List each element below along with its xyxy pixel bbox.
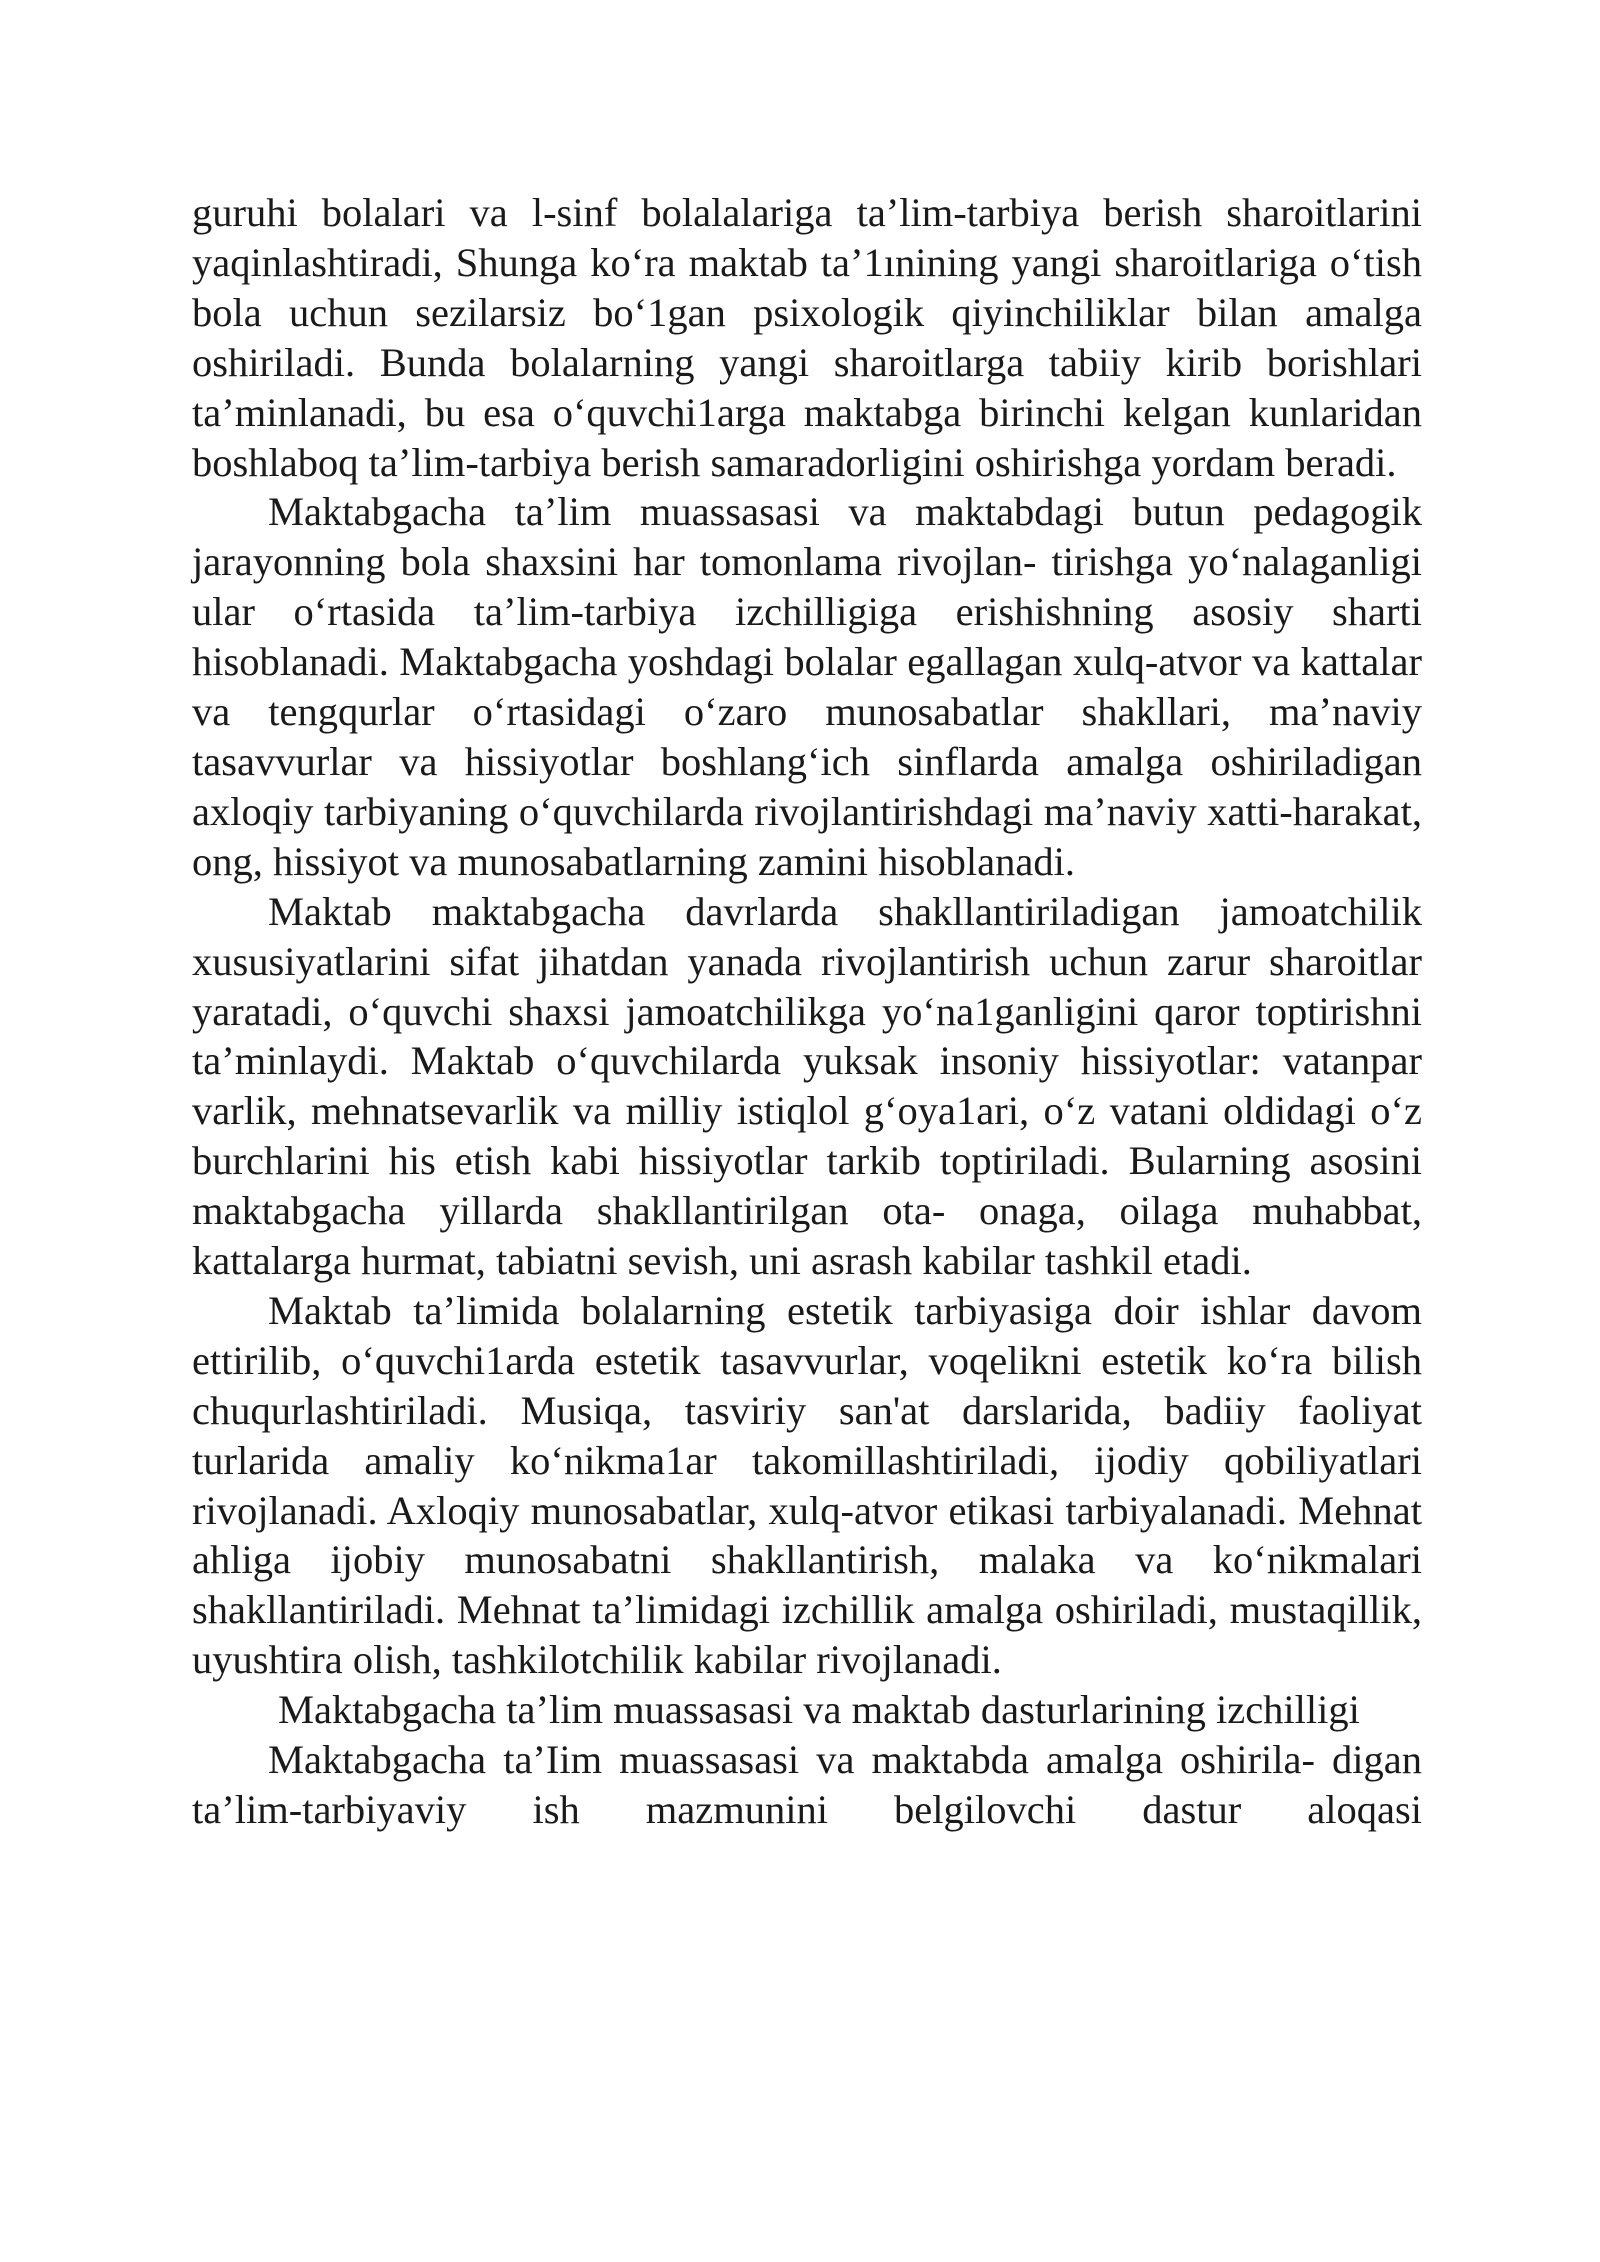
- paragraph-aesthetic-education: Maktab ta’limida bolalarning estetik tarbiyasiga doir ishlar davom ettirilib, o‘quvchi1arda estetik tasavvurlar, voqelikni estetik ko‘ra bilish chuqurlashtiriladi. Musiqa, tasviriy san'at darslarida, badiiy faoliyat turlarida amaliy ko‘nikma1ar takomillashtiriladi, ijodiy qobiliyatlari rivojlanadi. Axloqiy munosabatlar, xulq-atvor etikasi tarbiyalanadi. Mehnat ahliga ijobiy munosabatni shakllantirish, malaka va ko‘nikmalari shakllantiriladi. Mehnat ta’limidagi izchillik amalga oshiriladi, mustaqillik, uyushtira olish, tashkilotchilik kabilar rivojlanadi.: [192, 1287, 1422, 1683]
- paragraph-pedagogical-process: Maktabgacha ta’lim muassasasi va maktabdagi butun pedagogik jarayonning bola shaxsini har tomonlama rivojlan- tirishga yo‘nalaganligi ular o‘rtasida ta’lim-tarbiya izchilligiga erishishning asosiy sharti hisoblanadi. Maktabgacha yoshdagi bolalar egallagan xulq-atvor va kattalar va tengqurlar o‘rtasidagi o‘zaro munosabatlar shakllari, ma’naviy tasavvurlar va hissiyotlar boshlang‘ich sinflarda amalga oshiriladigan axloqiy tarbiyaning o‘quvchilarda rivojlantirishdagi ma’naviy xatti-harakat, ong, hissiyot va munosabatlarning zamini hisoblanadi.: [192, 489, 1422, 884]
- section-heading: Maktabgacha ta’lim muassasasi va maktab dasturlarining izchilligi: [278, 1687, 1360, 1733]
- paragraph-continuation: guruhi bolalari va l-sinf bolalalariga ta’lim-tarbiya berish sharoitlarini yaqinlashtiradi, Shunga ko‘ra maktab ta’1ınining yangi sharoitlariga o‘tish bola uchun sezilarsiz bo‘1gan psixologik qiyinchiliklar bilan amalga oshiriladi. Bunda bolalarning yangi sharoitlarga tabiiy kirib borishlari ta’minlanadi, bu esa o‘quvchi1arga maktabga birinchi kelgan kunlaridan boshlaboq ta’lim-tarbiya berish samaradorligini oshirishga yordam beradi.: [192, 190, 1422, 485]
- document-body: [192, 188, 1422, 1835]
- paragraph-program-link: Maktabgacha ta’Iim muassasasi va maktabda amalga oshirila- digan ta’lim-tarbiyaviy ish mazmunini belgilovchi dastur aloqasi: [192, 1737, 1422, 1832]
- paragraph-community-traits: Maktab maktabgacha davrlarda shakllantiriladigan jamoatchilik xususiyatlarini sifat jihatdan yanada rivojlantirish uchun zarur sharoitlar yaratadi, o‘quvchi shaxsi jamoatchilikga yo‘na1ganligini qaror toptirishni ta’minlaydi. Maktab o‘quvchilarda yuksak insoniy hissiyotlar: vatanpar varlik, mehnatsevarlik va milliy istiqlol g‘oya1ari, o‘z vatani oldidagi o‘z burchlarini his etish kabi hissiyotlar tarkib toptiriladi. Bularning asosini maktabgacha yillarda shakllantirilgan ota- onaga, oilaga muhabbat, kattalarga hurmat, tabiatni sevish, uni asrash kabilar tashkil etadi.: [192, 888, 1422, 1284]
